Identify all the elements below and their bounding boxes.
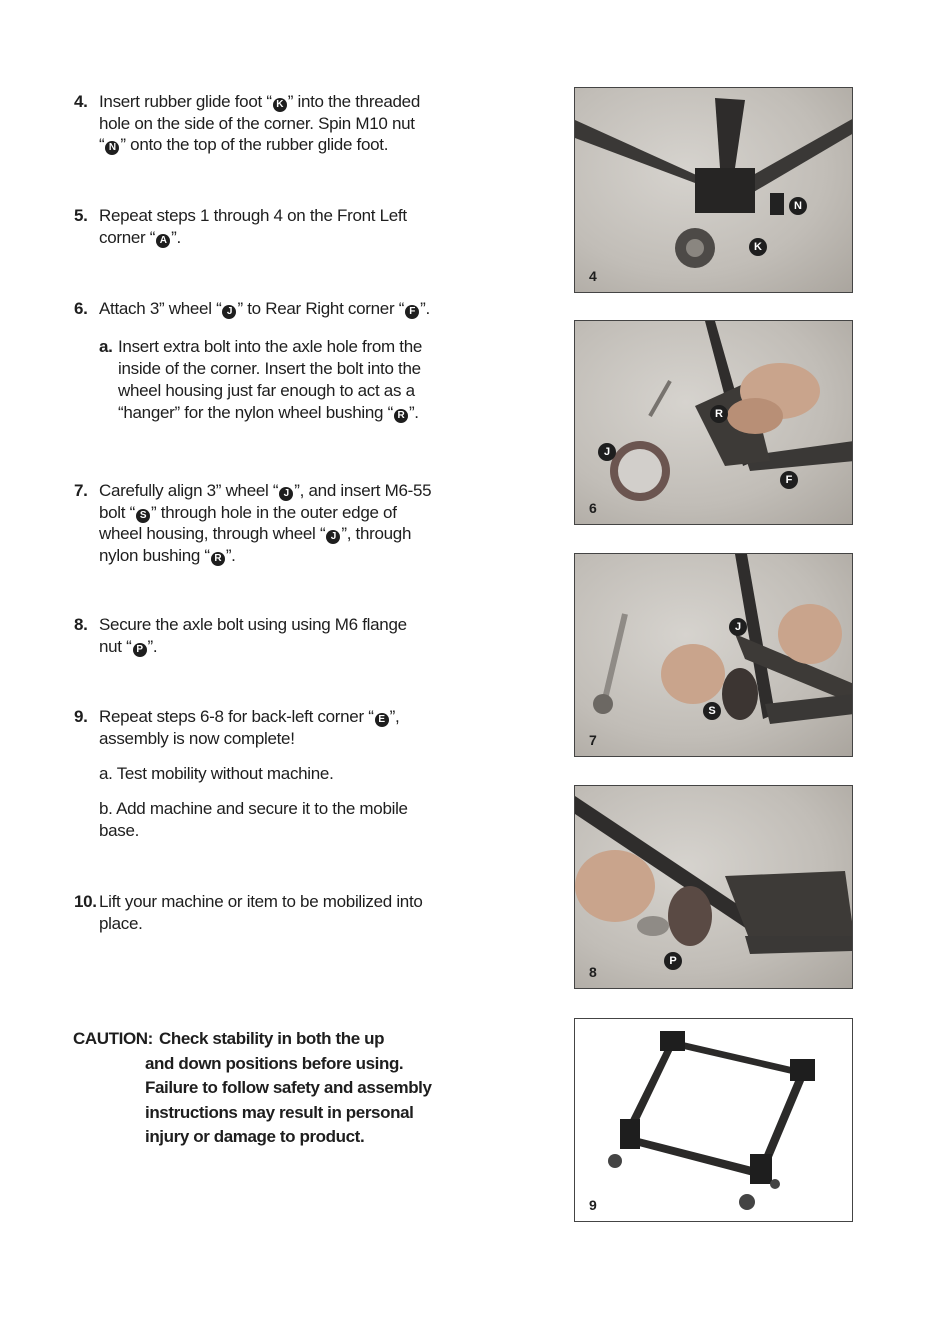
text-line: wheel housing just far enough to act as a [118,381,415,400]
photo-step-4 [574,87,853,293]
text-line: nut “ P ”. [99,636,158,656]
step-9b [99,798,459,841]
photo-7-illustration [575,554,853,757]
caution-label: CAUTION: [73,1029,153,1048]
part-label-p: P [664,952,682,970]
step-6 [74,298,454,320]
text-line: assembly is now complete! [99,728,295,748]
part-label-j: J [598,443,616,461]
photo-number: 4 [589,268,597,284]
text-line: Lift your machine or item to be mobilized into [99,892,423,911]
photo-9-illustration [575,1019,853,1222]
text-line: corner “ A ”. [99,227,181,247]
step-number: 9. [74,707,88,726]
sub-text [118,336,469,424]
text-line: Repeat steps 6-8 for back-left corner “ E ”, [99,707,400,726]
part-letter-badge: E [375,713,389,727]
text-line: Failure to follow safety and assembly [145,1078,432,1097]
photo-8-illustration [575,786,853,989]
step-text [99,205,464,248]
photo-step-7 [574,553,853,757]
photo-number: 7 [589,732,597,748]
photo-number: 6 [589,500,597,516]
part-letter-badge: A [156,234,170,248]
text-line: and down positions before using. [145,1053,404,1073]
part-label-f: F [780,471,798,489]
part-letter-badge: J [326,530,340,544]
text-line: hole on the side of the corner. Spin M10 nut [99,113,415,133]
text-line: place. [99,913,143,933]
photo-step-8 [574,785,853,989]
caution-text [145,1052,465,1150]
text-line: inside of the corner. Insert the bolt into the [118,359,421,378]
text-line: “hanger” for the nylon wheel bushing “ R ”. [118,403,419,422]
text-line: instructions may result in personal [145,1102,414,1122]
step-text [99,891,464,934]
text-line: base. [99,820,140,840]
text-line: Insert extra bolt into the axle hole from the [118,337,423,356]
step-number: 8. [74,615,88,634]
step-number: 4. [74,92,88,111]
part-label-k: K [749,238,767,256]
step-text [99,614,464,657]
text-line: Carefully align 3” wheel “ J ”, and insert M6-55 [99,481,432,500]
step-text [99,706,464,749]
text-line: wheel housing, through wheel “ J ”, through [99,524,412,543]
step-4 [74,91,464,156]
step-text [99,480,464,566]
sub-label: a. [99,337,113,356]
step-6a [99,336,469,424]
text-line: bolt “ S ” through hole in the outer edge of [99,502,397,522]
part-letter-badge: R [211,552,225,566]
part-label-n: N [789,197,807,215]
part-letter-badge: F [405,305,419,319]
part-letter-badge: N [105,141,119,155]
step-number: 6. [74,299,88,318]
part-label-s: S [703,702,721,720]
step-number: 10. [74,892,97,911]
step-text [99,91,464,156]
part-letter-badge: J [279,487,293,501]
part-letter-badge: K [273,98,287,112]
text-line: injury or damage to product. [145,1127,365,1146]
step-5 [74,205,464,248]
step-8 [74,614,464,657]
photo-number: 8 [589,964,597,980]
part-letter-badge: P [133,643,147,657]
step-number: 7. [74,481,88,500]
part-label-j: J [729,618,747,636]
photo-step-9 [574,1018,853,1222]
text-line: Attach 3” wheel “ J ” to Rear Right corner “ F ”. [99,299,430,318]
text-line: b. Add machine and secure it to the mobile [99,799,408,818]
step-7 [74,480,464,566]
step-9a: a. Test mobility without machine. [99,764,334,783]
step-number: 5. [74,206,88,225]
step-10 [74,891,464,934]
part-letter-badge: R [394,409,408,423]
text-line: Secure the axle bolt using using M6 flange [99,615,407,634]
photo-step-6 [574,320,853,525]
photo-number: 9 [589,1197,597,1213]
text-line: Insert rubber glide foot “ K ” into the threaded [99,92,420,111]
photo-6-illustration [575,321,853,525]
step-text [99,298,454,320]
text-line: Repeat steps 1 through 4 on the Front Left [99,206,407,225]
text-line: nylon bushing “ R ”. [99,545,236,565]
step-9 [74,706,464,749]
text-line: “ N ” onto the top of the rubber glide foot. [99,135,389,154]
part-label-r: R [710,405,728,423]
part-letter-badge: J [222,305,236,319]
part-letter-badge: S [136,509,150,523]
caution-first-line: Check stability in both the up [159,1029,385,1048]
photo-4-illustration [575,88,853,293]
